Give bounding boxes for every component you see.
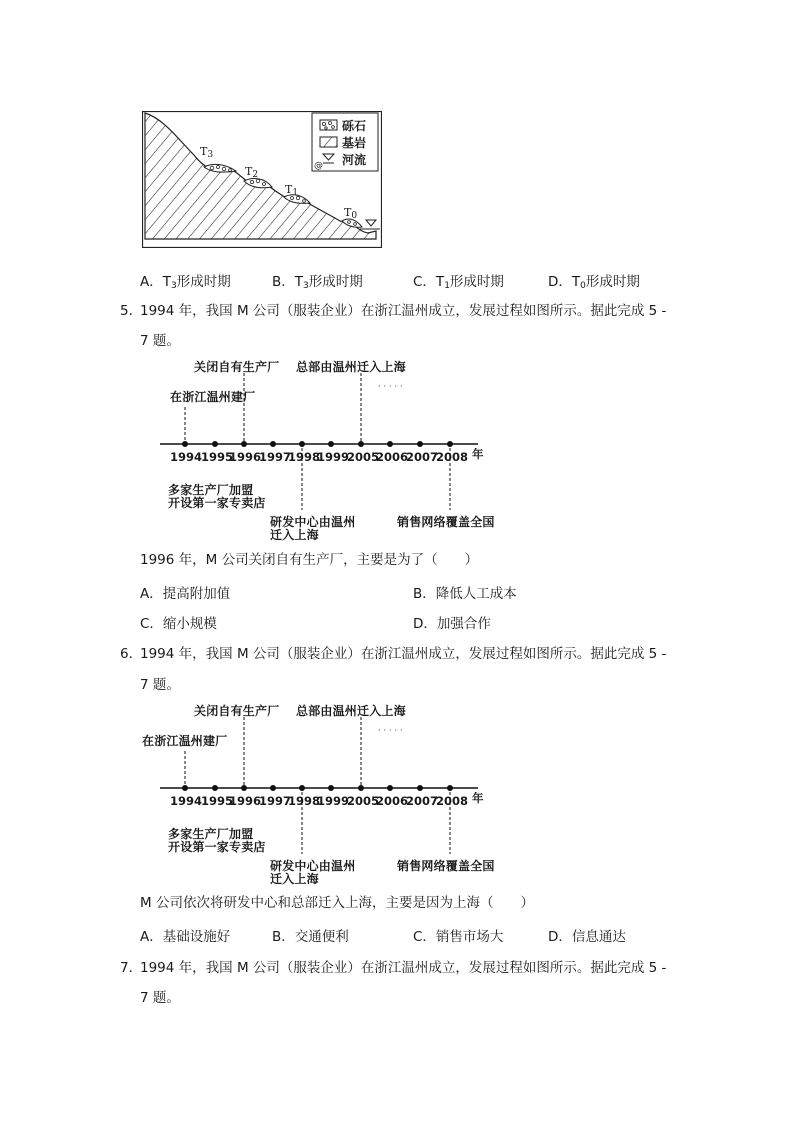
q4-option-d[interactable]: D．$T_0$形成时期 bbox=[548, 274, 640, 291]
q6-question: M 公司依次将研发中心和总部迁入上海，主要是因为上海（ ） bbox=[140, 895, 534, 911]
timeline-unit: 年 bbox=[472, 447, 484, 461]
q4-option-c[interactable]: C．$T_1$形成时期 bbox=[413, 274, 504, 291]
timeline-year: 2005 bbox=[347, 450, 380, 464]
legend-label-river: 河流 bbox=[342, 153, 367, 167]
event-rd-line2: 迁入上海 bbox=[270, 872, 319, 886]
q5-option-c[interactable]: C．缩小规模 bbox=[140, 616, 217, 632]
q4-option-b[interactable]: B．$T_3$形成时期 bbox=[272, 274, 363, 291]
timeline-year: 2005 bbox=[347, 794, 380, 808]
gravel-icon bbox=[320, 120, 337, 130]
q5-question: 1996 年，M 公司关闭自有生产厂，主要是为了（ ） bbox=[140, 552, 479, 568]
event-hq-move: 总部由温州迁入上海 bbox=[296, 704, 406, 718]
event-dots: · · · · · bbox=[378, 382, 403, 391]
timeline-year: 1996 bbox=[229, 794, 262, 808]
timeline-year: 1999 bbox=[317, 794, 350, 808]
event-build-factory: 在浙江温州建厂 bbox=[170, 390, 256, 404]
event-rd-line1: 研发中心由温州 bbox=[270, 859, 356, 873]
terrace-label-t1: $T_1$ bbox=[285, 183, 299, 198]
q7-number: 7． bbox=[120, 960, 143, 976]
terrace-figure bbox=[142, 111, 382, 248]
q7-intro-line2: 7 题。 bbox=[140, 990, 180, 1006]
event-sales: 销售网络覆盖全国 bbox=[397, 515, 495, 529]
timeline-year: 1994 bbox=[170, 450, 203, 464]
q6-option-c[interactable]: C．销售市场大 bbox=[413, 929, 504, 945]
timeline-year: 2008 bbox=[436, 794, 469, 808]
terrace-label-t0: $T_0$ bbox=[344, 206, 358, 221]
q6-intro-line1: 1994 年，我国 M 公司（服装企业）在浙江温州成立，发展过程如图所示。据此完成 5 - bbox=[140, 646, 667, 662]
river-icon bbox=[323, 154, 334, 164]
timeline-year: 1996 bbox=[229, 450, 262, 464]
corner-mark: @ bbox=[314, 161, 323, 171]
q6-option-d[interactable]: D．信息通达 bbox=[548, 929, 626, 945]
q7-intro-line1: 1994 年，我国 M 公司（服装企业）在浙江温州成立，发展过程如图所示。据此完成 5 - bbox=[140, 960, 667, 976]
event-franchise-line1: 多家生产厂加盟 bbox=[168, 827, 254, 841]
q6-option-a[interactable]: A．基础设施好 bbox=[140, 929, 231, 945]
q6-option-b[interactable]: B．交通便利 bbox=[272, 929, 349, 945]
timeline-year: 1995 bbox=[201, 450, 234, 464]
bedrock-icon bbox=[320, 137, 337, 147]
timeline-year: 2006 bbox=[376, 450, 409, 464]
q6-number: 6． bbox=[120, 646, 143, 662]
timeline-year: 1997 bbox=[259, 794, 292, 808]
q5-intro-line1: 1994 年，我国 M 公司（服装企业）在浙江温州成立，发展过程如图所示。据此完成 5 - bbox=[140, 303, 667, 319]
event-franchise-line1: 多家生产厂加盟 bbox=[168, 483, 254, 497]
q6-intro-line2: 7 题。 bbox=[140, 677, 180, 693]
timeline-year: 1995 bbox=[201, 794, 234, 808]
legend-label-bedrock: 基岩 bbox=[342, 136, 367, 150]
timeline-year: 1998 bbox=[288, 794, 321, 808]
q5-option-a[interactable]: A．提高附加值 bbox=[140, 586, 231, 602]
legend-label-gravel: 砾石 bbox=[342, 119, 367, 133]
timeline-year: 1999 bbox=[317, 450, 350, 464]
timeline-year: 1994 bbox=[170, 794, 203, 808]
event-franchise-line2: 开设第一家专卖店 bbox=[168, 840, 266, 854]
event-build-factory: 在浙江温州建厂 bbox=[142, 734, 228, 748]
timeline-year: 1997 bbox=[259, 450, 292, 464]
timeline-year: 2006 bbox=[376, 794, 409, 808]
event-close-factory: 关闭自有生产厂 bbox=[194, 704, 280, 718]
q5-option-d[interactable]: D．加强合作 bbox=[413, 616, 491, 632]
event-rd-line1: 研发中心由温州 bbox=[270, 515, 356, 529]
timeline-year: 2007 bbox=[406, 794, 439, 808]
q5-option-b[interactable]: B．降低人工成本 bbox=[413, 586, 517, 602]
timeline-figure-1 bbox=[160, 355, 500, 545]
timeline-year: 1998 bbox=[288, 450, 321, 464]
timeline-figure-2 bbox=[142, 700, 500, 890]
timeline-year: 2008 bbox=[436, 450, 469, 464]
event-sales: 销售网络覆盖全国 bbox=[397, 859, 495, 873]
event-dots: · · · · · bbox=[378, 726, 403, 735]
event-close-factory: 关闭自有生产厂 bbox=[194, 360, 280, 374]
timeline-year: 2007 bbox=[406, 450, 439, 464]
q4-option-a[interactable]: A．$T_3$形成时期 bbox=[140, 274, 231, 291]
event-hq-move: 总部由温州迁入上海 bbox=[296, 360, 406, 374]
terrace-label-t3: $T_3$ bbox=[200, 145, 214, 160]
q5-number: 5． bbox=[120, 303, 143, 319]
q5-intro-line2: 7 题。 bbox=[140, 333, 180, 349]
timeline-unit: 年 bbox=[472, 791, 484, 805]
terrace-label-t2: $T_2$ bbox=[245, 165, 259, 180]
event-rd-line2: 迁入上海 bbox=[270, 528, 319, 542]
event-franchise-line2: 开设第一家专卖店 bbox=[168, 496, 266, 510]
